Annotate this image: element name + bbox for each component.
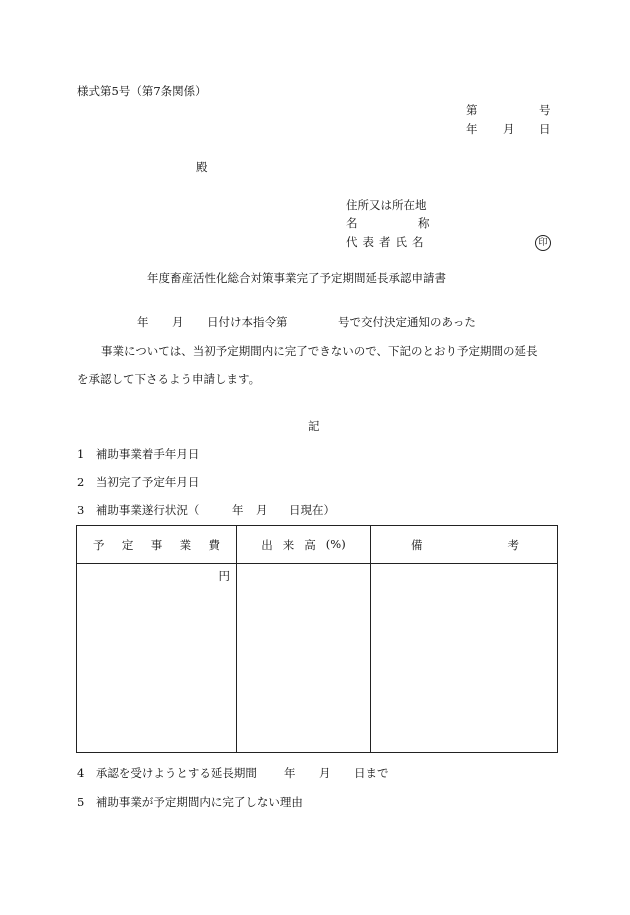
item-1: 1 補助事業着手年月日 — [77, 447, 200, 461]
date-day: 日 — [539, 122, 551, 136]
body-year: 年 — [137, 315, 149, 329]
body-notice: 号で交付決定通知のあった — [338, 315, 476, 329]
doc-number-prefix: 第 — [466, 103, 478, 117]
item-5: 5 補助事業が予定期間内に完了しない理由 — [77, 795, 303, 809]
item-3-day: 日現在） — [289, 503, 335, 517]
doc-number-suffix: 号 — [539, 103, 551, 117]
representative-label: 代 表 者 氏 名 — [346, 235, 424, 249]
item-4-day: 日まで — [354, 766, 389, 780]
item-3-year: 年 — [232, 503, 244, 517]
body-date-ref: 日付け本指令第 — [207, 315, 288, 329]
address-label: 住所又は所在地 — [346, 198, 427, 212]
cell-progress — [237, 564, 371, 753]
cell-planned-cost — [77, 564, 237, 753]
item-4-year: 年 — [284, 766, 296, 780]
form-id: 様式第5号（第7条関係） — [77, 84, 207, 98]
document-title: 年度畜産活性化総合対策事業完了予定期間延長承認申請書 — [147, 271, 446, 285]
body-month: 月 — [172, 315, 184, 329]
table-row — [77, 564, 558, 753]
body-line-2: 事業については、当初予定期間内に完了できないので、下記のとおり予定期間の延長 — [101, 344, 538, 358]
item-3-month: 月 — [256, 503, 268, 517]
header-progress-percent: 出 来 高 (%) — [237, 526, 371, 564]
date-year: 年 — [466, 122, 478, 136]
item-4-label: 4 承認を受けようとする延長期間 — [77, 766, 257, 780]
yen-unit: 円 — [218, 569, 230, 583]
seal-mark: 印 — [535, 235, 551, 251]
body-line-3: を承認して下さるよう申請します。 — [77, 372, 261, 386]
name-label-1: 名 — [346, 216, 358, 230]
header-remarks: 備 考 — [371, 526, 558, 564]
header-planned-cost: 予 定 事 業 費 — [77, 526, 237, 564]
item-2: 2 当初完了予定年月日 — [77, 475, 200, 489]
item-4-month: 月 — [319, 766, 331, 780]
progress-table — [76, 525, 558, 753]
name-label-2: 称 — [418, 216, 430, 230]
cell-remarks — [371, 564, 558, 753]
table-header-row — [77, 526, 558, 564]
ki-heading: 記 — [308, 419, 320, 433]
item-3-label: 3 補助事業遂行状況（ — [77, 503, 200, 517]
date-month: 月 — [503, 122, 515, 136]
addressee-suffix: 殿 — [196, 160, 208, 174]
